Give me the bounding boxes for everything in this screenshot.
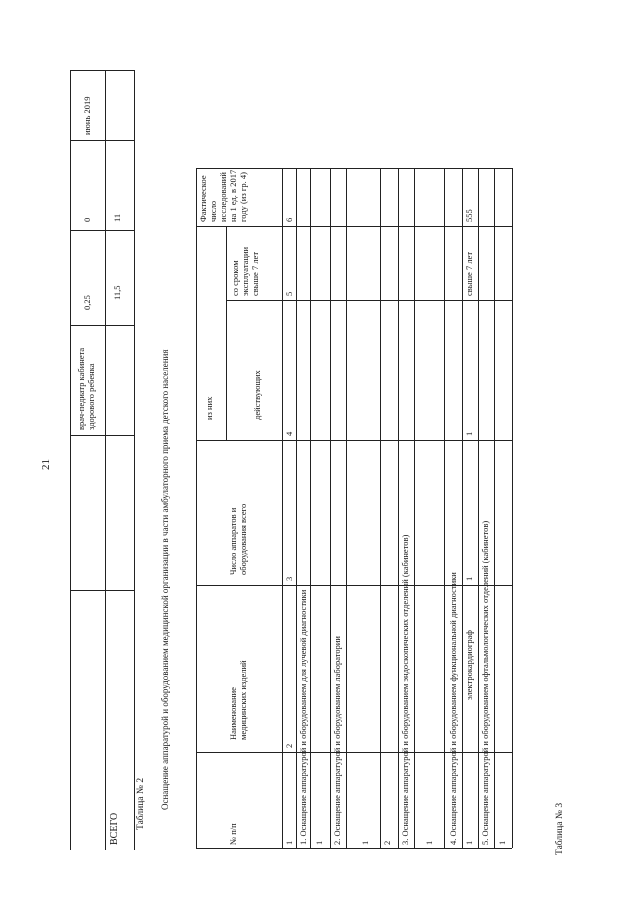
table2-title: Оснащение аппаратурой и оборудованием медицинской организации в части амбулаторного приема детского населения [160, 349, 170, 810]
row-2a-num: 1 [360, 840, 370, 845]
row-3-num: 1 [424, 840, 434, 845]
table3-caption: Таблица № 3 [555, 802, 565, 855]
table2-caption: Таблица № 2 [136, 777, 146, 830]
section-1: 1. Оснащение аппаратурой и оборудованием для лучевой диагностики [298, 589, 308, 845]
ecg-name: электрокардиограф [464, 630, 474, 700]
ecg-total: 1 [464, 576, 474, 581]
section-3: 3. Оснащение аппаратурой и оборудованием эндоскопических отделений (кабинетов) [400, 534, 410, 845]
row-4-num: 1 [464, 840, 474, 845]
col-num-6: 6 [284, 217, 294, 222]
header-of-them: из них [204, 396, 214, 420]
doctor-name: врач-педиатр кабинета здорового ребенка [76, 347, 96, 430]
doctor-date: июнь 2019 [82, 96, 92, 135]
col-num-5: 5 [284, 291, 294, 296]
total-value2: 11 [112, 213, 122, 222]
row-2b-num: 2 [382, 840, 392, 845]
header-active: действующих [252, 370, 262, 420]
col-num-3: 3 [284, 576, 294, 581]
ecg-active: 1 [464, 431, 474, 436]
ecg-count: 555 [464, 209, 474, 222]
total-label: ВСЕГО [109, 812, 120, 845]
page-number: 21 [40, 459, 52, 470]
col-num-2: 2 [284, 743, 294, 748]
doctor-value2: 0 [82, 217, 92, 222]
ecg-old: свыше 7 лет [464, 251, 474, 296]
section-2: 2. Оснащение аппаратурой и оборудованием лаборатории [332, 636, 342, 845]
col-num-1: 1 [284, 840, 294, 845]
header-num: № п/п [228, 823, 238, 845]
header-total: Число аппаратов и оборудования всего [228, 503, 248, 575]
doctor-value1: 0,25 [82, 295, 92, 310]
header-actual: Фактическое число исследований на 1 ед. в 2017 году (из гр. 4) [198, 169, 248, 222]
header-old: со сроком эксплуатации свыше 7 лет [230, 246, 260, 296]
row-5-num: 1 [497, 840, 507, 845]
header-name: Наименование медицинских изделий [228, 660, 248, 740]
total-value1: 11,5 [112, 285, 122, 300]
col-num-4: 4 [284, 431, 294, 436]
section-4: 4. Оснащение аппаратурой и оборудованием функциональной диагностики [448, 572, 458, 845]
section-5: 5. Оснащение аппаратурой и оборудованием офтальмологических отделений (кабинетов) [480, 520, 490, 845]
row-1-num: 1 [314, 840, 324, 845]
